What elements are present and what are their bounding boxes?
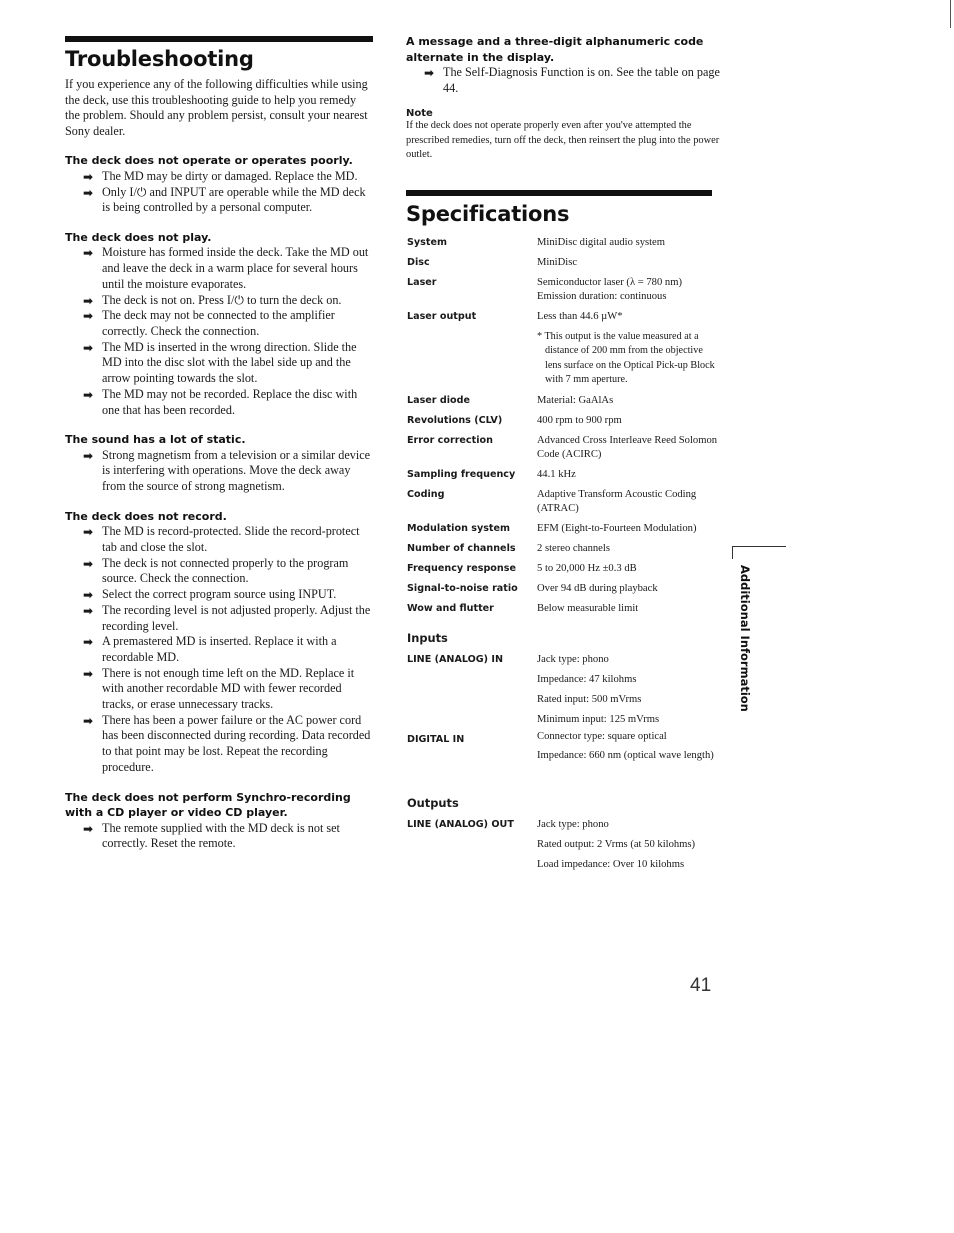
ts-item: ➡ The Self-Diagnosis Function is on. See the table on page 44.	[424, 65, 720, 95]
display-message-heading: A message and a three-digit alphanumeric code alternate in the display.	[406, 35, 704, 64]
arrow-icon: ➡	[83, 340, 94, 355]
ts-item: ➡ Strong magnetism from a television or a similar device is interfering with operations. Move the deck away from the source of strong magnetism.	[83, 447, 371, 494]
note-text: If the deck does not operate properly even after you've attempted the prescribed remedies, turn off the deck, then reinsert the plug into the power outlet.	[406, 120, 720, 161]
ts-item: ➡ The deck may not be connected to the amplifier correctly. Check the connection.	[83, 308, 335, 338]
ts-section-5	[65, 790, 373, 852]
spec-value: Minimum input: 125 mVrms	[537, 714, 660, 725]
spec-value: Jack type: phono	[537, 654, 609, 665]
title-rule	[406, 190, 712, 196]
ts-item: ➡ The MD may be dirty or damaged. Replace the MD.	[83, 168, 358, 184]
ts-item: ➡ There has been a power failure or the AC power cord has been disconnected during recording. Data recorded to that point may be lost. Repeat the recording procedure.	[83, 712, 371, 774]
arrow-icon: ➡	[83, 603, 94, 618]
arrow-icon: ➡	[83, 635, 94, 650]
arrow-icon: ➡	[83, 185, 94, 200]
spec-value: Connector type: square optical	[537, 731, 667, 742]
ts-item: ➡ A premastered MD is inserted. Replace it with a recordable MD.	[83, 634, 337, 664]
page-edge-line	[950, 0, 951, 28]
ts-section-1	[65, 153, 373, 216]
ts-item: ➡ Only I/⏻ and INPUT are operable while the MD deck is being controlled by a personal computer.	[83, 184, 366, 215]
side-tab-label: Additional Information	[738, 565, 752, 712]
arrow-icon: ➡	[83, 556, 94, 571]
arrow-icon: ➡	[83, 713, 94, 728]
ts-section-2	[65, 230, 373, 418]
spec-value: Impedance: 47 kilohms	[537, 674, 637, 685]
page-number: 41	[690, 975, 712, 996]
troubleshooting-section	[65, 36, 373, 852]
ts-item: ➡ The remote supplied with the MD deck is not set correctly. Reset the remote.	[83, 820, 340, 851]
ts-item: ➡ The recording level is not adjusted properly. Adjust the recording level.	[83, 602, 371, 633]
ts-heading: The deck does not operate or operates poorly.	[65, 154, 353, 168]
arrow-icon: ➡	[83, 309, 94, 324]
spec-value: Rated output: 2 Vrms (at 50 kilohms)	[537, 839, 696, 850]
troubleshooting-title: Troubleshooting	[65, 47, 254, 71]
spec-value: Load impedance: Over 10 kilohms	[537, 859, 685, 870]
ts-item: ➡ The MD is record-protected. Slide the record-protect tab and close the slot.	[83, 524, 360, 555]
specifications-title: Specifications	[406, 202, 570, 226]
spec-value: Impedance: 660 nm (optical wave length)	[537, 750, 714, 762]
spec-value: Rated input: 500 mVrms	[537, 694, 642, 705]
arrow-icon: ➡	[83, 525, 94, 540]
outputs-heading: Outputs	[407, 796, 459, 810]
ts-heading: The deck does not record.	[65, 509, 227, 523]
inputs-heading: Inputs	[407, 631, 448, 645]
note-label: Note	[406, 108, 433, 120]
ts-item: ➡ The MD may not be recorded. Replace the disc with one that has been recorded.	[83, 386, 358, 417]
ts-item: ➡ The deck is not connected properly to the program source. Check the connection.	[83, 555, 349, 586]
display-message-section	[406, 34, 726, 163]
ts-item: ➡ The MD is inserted in the wrong direction. Slide the MD into the disc slot with the label side up and the arrow pointing towards the slot.	[83, 339, 357, 386]
ts-section-4	[65, 509, 373, 776]
arrow-icon: ➡	[83, 387, 94, 402]
title-rule	[65, 36, 373, 42]
troubleshooting-intro: If you experience any of the following difficulties while using the deck, use this troubleshooting guide to help you remedy the problem. Should any problem persist, consult your nearest Sony dealer.	[65, 77, 368, 138]
arrow-icon: ➡	[83, 293, 94, 308]
arrow-icon: ➡	[424, 66, 435, 80]
side-tab-marker	[732, 546, 786, 559]
ts-item: ➡ Moisture has formed inside the deck. Take the MD out and leave the deck in a warm place for several hours until the moisture evaporates.	[83, 245, 369, 291]
ts-heading: The sound has a lot of static.	[65, 433, 246, 447]
arrow-icon: ➡	[83, 448, 94, 463]
ts-heading: The deck does not perform Synchro-recording with a CD player or video CD player.	[65, 790, 351, 820]
spec-value: Jack type: phono	[537, 819, 609, 830]
specifications-header	[406, 190, 712, 232]
arrow-icon: ➡	[83, 169, 94, 184]
arrow-icon: ➡	[83, 588, 94, 603]
ts-section-3	[65, 432, 373, 495]
ts-item: ➡ The deck is not on. Press I/⏻ to turn the deck on.	[83, 292, 342, 308]
ts-item: ➡ Select the correct program source using INPUT.	[83, 587, 337, 603]
arrow-icon: ➡	[83, 246, 94, 261]
ts-heading: The deck does not play.	[65, 230, 212, 244]
ts-item: ➡ There is not enough time left on the MD. Replace it with another recordable MD with fewer recorded tracks, or erase unnecessary tracks.	[83, 665, 355, 712]
arrow-icon: ➡	[83, 666, 94, 681]
arrow-icon: ➡	[83, 821, 94, 836]
